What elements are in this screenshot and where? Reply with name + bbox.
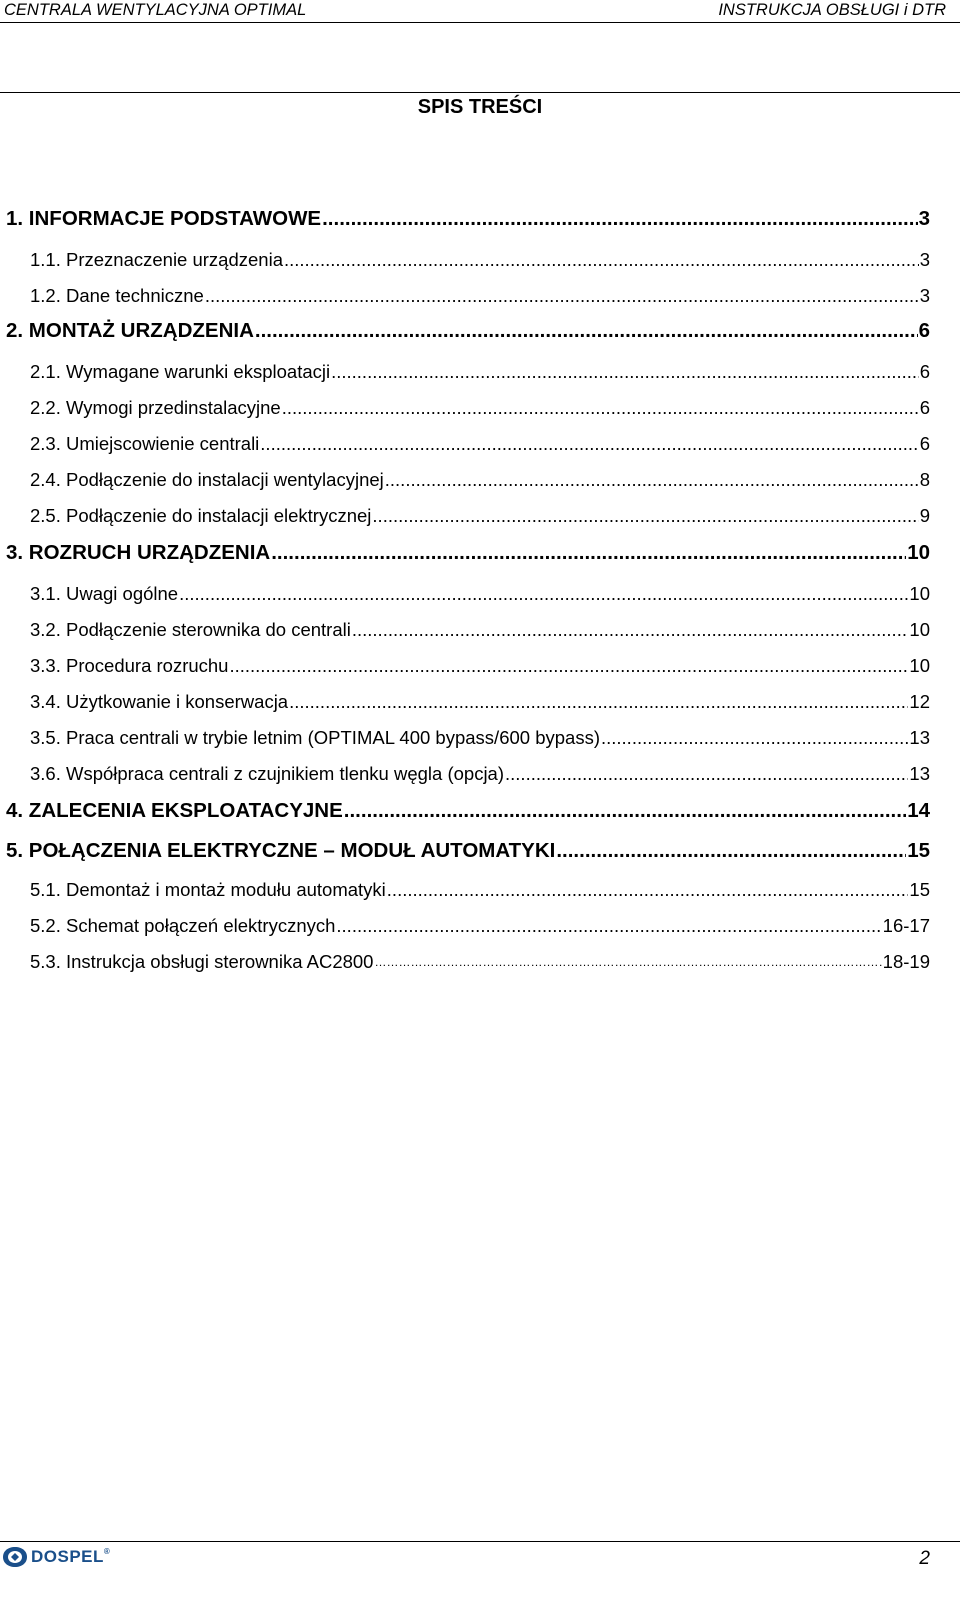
toc-leader-dots	[322, 206, 917, 232]
toc-leader-dots	[205, 284, 919, 308]
toc-entry-label: 1.2. Dane techniczne	[30, 285, 204, 306]
toc-entry-label: 4. ZALECENIA EKSPLOATACYJNE	[6, 799, 343, 822]
toc-leader-dots	[331, 360, 919, 384]
toc-entry-page: 8	[919, 469, 930, 490]
toc-entry-label: 3.4. Użytkowanie i konserwacja	[30, 691, 289, 712]
title-divider	[0, 92, 960, 93]
toc-leader-dots	[282, 396, 919, 420]
toc-entry[interactable]	[0, 836, 930, 864]
toc-leader-dots	[344, 798, 906, 824]
toc-entry[interactable]	[0, 946, 930, 974]
toc-entry-page: 10	[909, 619, 930, 640]
toc-entry-label: 2.2. Wymogi przedinstalacyjne	[30, 397, 281, 418]
toc-leader-dots	[289, 690, 908, 714]
page-header	[0, 0, 960, 22]
toc-entry-page: 6	[919, 361, 930, 382]
toc-entry-page: 13	[909, 763, 930, 784]
toc-leader-dots	[505, 762, 908, 786]
toc-leader-dots	[255, 318, 918, 344]
toc-leader-dots	[352, 618, 909, 642]
header-left-text: CENTRALA WENTYLACYJNA OPTIMAL	[4, 1, 307, 19]
toc-entry-label: 3.1. Uwagi ogólne	[30, 583, 179, 604]
toc-entry[interactable]	[0, 758, 930, 786]
toc-entry-page: 10	[907, 541, 930, 564]
toc-entry[interactable]	[0, 500, 930, 528]
toc-entry-page: 15	[909, 879, 930, 900]
toc-entry-label: 3.2. Podłączenie sterownika do centrali	[30, 619, 351, 640]
toc-entry[interactable]	[0, 910, 930, 938]
toc-entry-page: 3	[918, 207, 930, 230]
toc-entry-label: 3.6. Współpraca centrali z czujnikiem tlenku węgla (opcja)	[30, 763, 505, 784]
toc-entry-label: 2.5. Podłączenie do instalacji elektrycznej	[30, 505, 372, 526]
logo-registered-mark: ®	[103, 1547, 111, 1556]
toc-entry-label: 5.3. Instrukcja obsługi sterownika AC2800	[30, 951, 374, 972]
toc-entry-label: 5.2. Schemat połączeń elektrycznych	[30, 915, 336, 936]
toc-leader-dots	[336, 914, 881, 938]
header-right-text: INSTRUKCJA OBSŁUGI i DTR	[718, 1, 946, 19]
toc-entry[interactable]	[0, 392, 930, 420]
toc-entry-page: 15	[907, 839, 930, 862]
page-title: SPIS TREŚCI	[417, 96, 543, 118]
toc-entry-page: 18-19	[882, 951, 930, 972]
footer-divider	[0, 1541, 960, 1542]
toc-entry-page: 14	[907, 799, 930, 822]
toc-entry-page: 3	[919, 285, 930, 306]
toc-leader-dots	[284, 248, 919, 272]
toc-entry-page: 9	[919, 505, 930, 526]
toc-entry-label: 2.1. Wymagane warunki eksploatacji	[30, 361, 331, 382]
toc-leader-dots	[601, 726, 908, 750]
toc-leader-dots	[229, 654, 908, 678]
page-number: 2	[919, 1548, 930, 1569]
toc-entry-label: 1. INFORMACJE PODSTAWOWE	[6, 207, 322, 230]
toc-entry-page: 10	[909, 655, 930, 676]
toc-entry[interactable]	[0, 538, 930, 566]
logo-text: DOSPEL	[31, 1547, 104, 1566]
toc-leader-dots	[387, 878, 909, 902]
toc-entry-label: 3.5. Praca centrali w trybie letnim (OPTIMAL 400 bypass/600 bypass)	[30, 727, 600, 748]
dospel-logo-icon	[2, 1546, 28, 1568]
toc-leader-dots	[179, 582, 908, 606]
toc-entry-page: 3	[919, 249, 930, 270]
toc-entry-label: 3.3. Procedura rozruchu	[30, 655, 229, 676]
toc-entry-label: 2. MONTAŻ URZĄDZENIA	[6, 319, 254, 342]
toc-entry[interactable]	[0, 874, 930, 902]
toc-entry-label: 2.4. Podłączenie do instalacji wentylacyjnej	[30, 469, 384, 490]
toc-leader-dots	[372, 504, 918, 528]
toc-leader-dots	[556, 838, 906, 864]
toc-leader-dots	[260, 432, 918, 456]
toc-entry-page: 13	[909, 727, 930, 748]
toc-entry[interactable]	[0, 578, 930, 606]
toc-entry[interactable]	[0, 464, 930, 492]
toc-entry[interactable]	[0, 686, 930, 714]
header-divider	[0, 22, 960, 23]
toc-entry[interactable]	[0, 316, 930, 344]
toc-entry-label: 3. ROZRUCH URZĄDZENIA	[6, 541, 271, 564]
toc-entry[interactable]	[0, 280, 930, 308]
toc-entry[interactable]	[0, 428, 930, 456]
toc-entry-page: 12	[909, 691, 930, 712]
toc-entry[interactable]	[0, 650, 930, 678]
toc-leader-dots	[385, 468, 919, 492]
toc-entry[interactable]	[0, 204, 930, 232]
toc-entry[interactable]	[0, 356, 930, 384]
toc-entry-page: 6	[919, 397, 930, 418]
toc-entry[interactable]	[0, 722, 930, 750]
toc-entry[interactable]	[0, 244, 930, 272]
dospel-logo	[2, 1545, 110, 1569]
toc-entry-label: 5. POŁĄCZENIA ELEKTRYCZNE – MODUŁ AUTOMATYKI	[6, 839, 556, 862]
toc-entry[interactable]	[0, 614, 930, 642]
toc-entry[interactable]	[0, 796, 930, 824]
toc-entry-label: 5.1. Demontaż i montaż modułu automatyki	[30, 879, 386, 900]
toc-leader-dots	[374, 948, 881, 974]
toc-entry-page: 6	[919, 433, 930, 454]
toc-entry-page: 6	[918, 319, 930, 342]
toc-entry-label: 1.1. Przeznaczenie urządzenia	[30, 249, 283, 270]
toc-entry-page: 10	[909, 583, 930, 604]
toc-leader-dots	[271, 540, 906, 566]
toc-entry-page: 16-17	[882, 915, 930, 936]
toc-entry-label: 2.3. Umiejscowienie centrali	[30, 433, 260, 454]
